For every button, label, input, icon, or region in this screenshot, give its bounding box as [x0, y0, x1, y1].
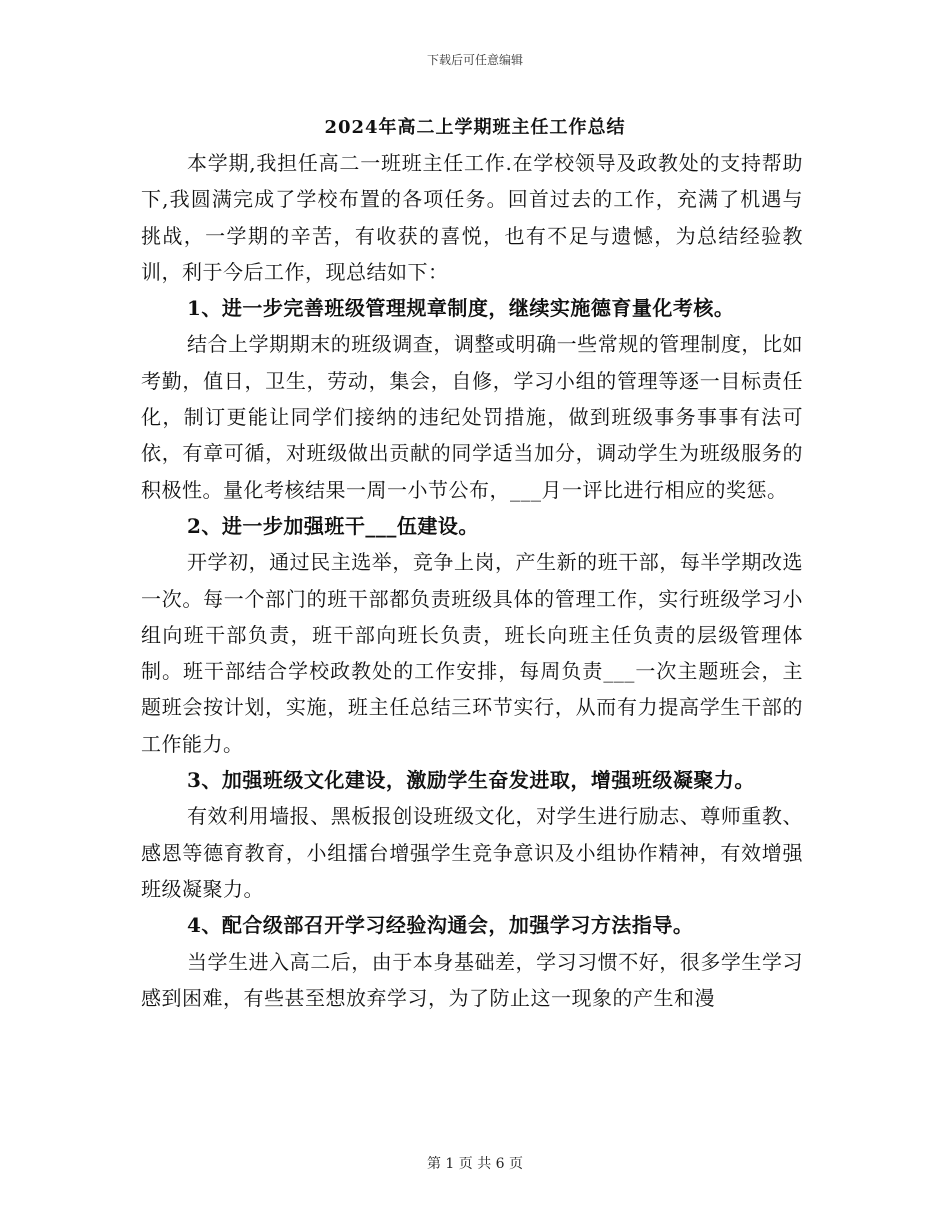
- section-heading-4: 4、配合级部召开学习经验沟通会，加强学习方法指导。: [187, 913, 694, 938]
- intro-paragraph: 本学期,我担任高二一班班主任工作.在学校领导及政教处的支持帮助下,我圆满完成了学校布置的各项任务。回首过去的工作，充满了机遇与挑战，一学期的辛苦，有收获的喜悦，也有不足与遗憾，为总结经验教训，利于今后工作，现总结如下：: [141, 151, 803, 284]
- document-body: [141, 145, 803, 1016]
- section-paragraph-3: 有效利用墙报、黑板报创设班级文化，对学生进行励志、尊师重教、感恩等德育教育，小组擂台增强学生竞争意识及小组协作精神，有效增强班级凝聚力。: [141, 804, 803, 901]
- document-title: 2024年高二上学期班主任工作总结: [324, 117, 626, 138]
- section-paragraph-2: 开学初，通过民主选举，竞争上岗，产生新的班干部，每半学期改选一次。每一个部门的班干部都负责班级具体的管理工作，实行班级学习小组向班干部负责，班干部向班长负责，班长向班主任负责的层级管理体制。班干部结合学校政教处的工作安排，每周负责___一次主题班会，主题班会按计划，实施，班主任总结三环节实行，从而有力提高学生干部的工作能力。: [141, 550, 803, 756]
- page-number: 第 1 页 共 6 页: [426, 1156, 524, 1172]
- section-paragraph-4: 当学生进入高二后，由于本身基础差，学习习惯不好，很多学生学习感到困难，有些甚至想放弃学习，为了防止这一现象的产生和漫: [141, 949, 803, 1010]
- section-heading-3: 3、加强班级文化建设，激励学生奋发进取，增强班级凝聚力。: [187, 768, 755, 793]
- section-heading-1: 1、进一步完善班级管理规章制度，继续实施德育量化考核。: [187, 296, 735, 321]
- page-header-note: 下载后可任意编辑: [426, 53, 523, 67]
- section-heading-2: 2、进一步加强班干___伍建设。: [187, 513, 479, 538]
- section-paragraph-1: 结合上学期期末的班级调查，调整或明确一些常规的管理制度，比如考勤，值日，卫生，劳动，集会，自修，学习小组的管理等逐一目标责任化，制订更能让同学们接纳的违纪处罚措施，做到班级事务事事有法可依，有章可循，对班级做出贡献的同学适当加分，调动学生为班级服务的积极性。量化考核结果一周一小节公布，___月一评比进行相应的奖惩。: [141, 332, 803, 502]
